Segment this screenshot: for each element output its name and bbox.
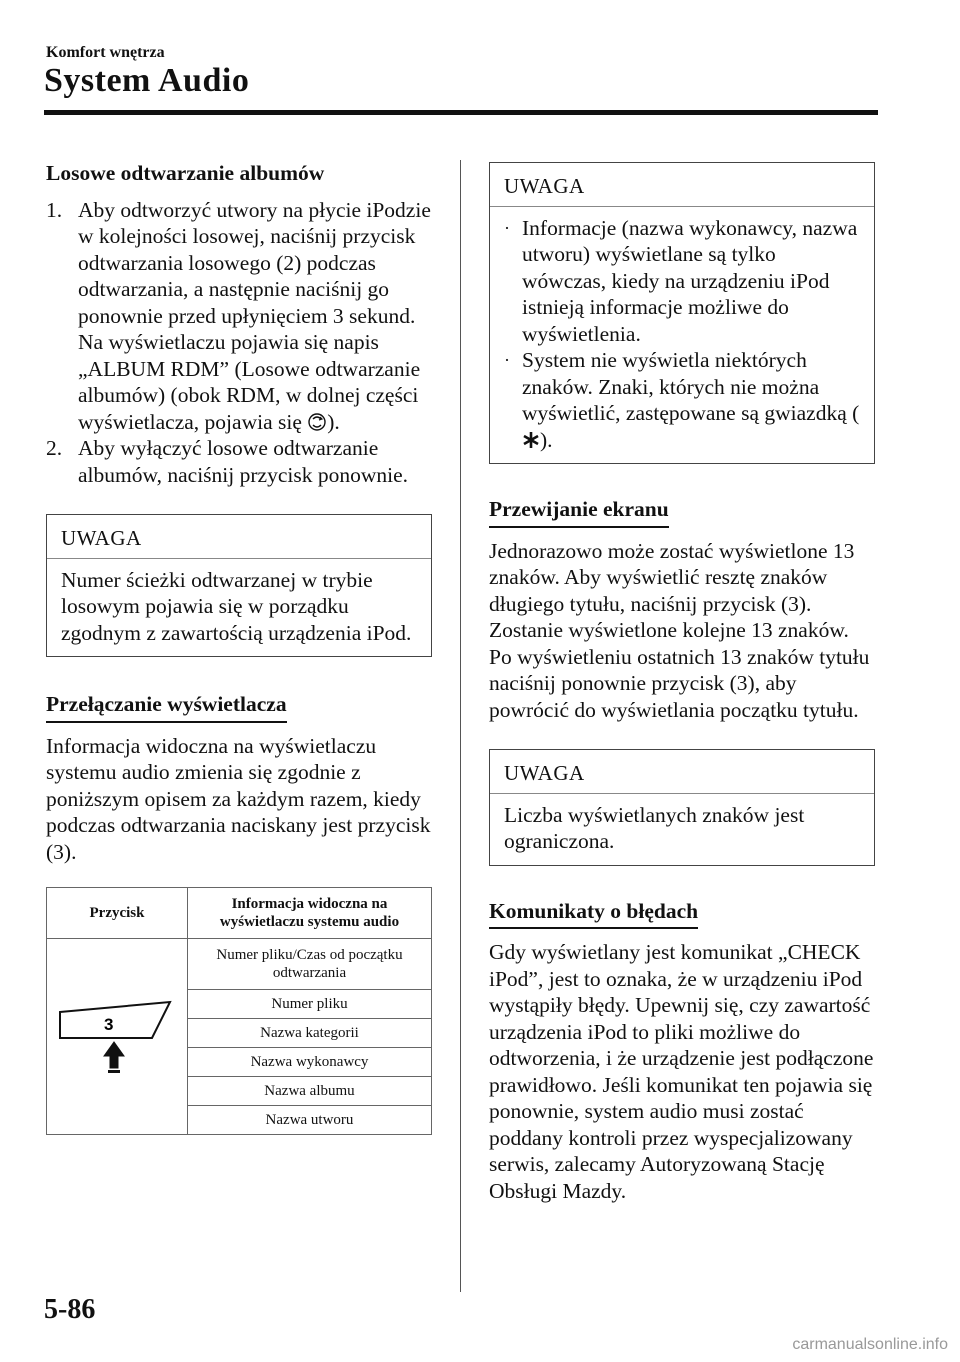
table-row: Numer pliku bbox=[188, 990, 432, 1019]
table-row: Nazwa albumu bbox=[188, 1077, 432, 1106]
section-label: Komfort wnętrza bbox=[46, 44, 165, 61]
step-2-text: Aby wyłączyć losowe odtwarzanie albumów, naciśnij przycisk ponownie. bbox=[78, 436, 408, 487]
table-row: Nazwa wykonawcy bbox=[188, 1048, 432, 1077]
button-3-label: 3 bbox=[104, 1015, 114, 1034]
table-header-button: Przycisk bbox=[47, 888, 188, 939]
column-divider bbox=[460, 160, 461, 1292]
note-2-bullet-1: · Informacje (nazwa wykonawcy, nazwa utworu) wyświetlane są tylko wówczas, kiedy na urządzeniu iPod istnieją informacje możliwe do wyświetlenia. bbox=[504, 215, 858, 346]
step-1-number: 1. bbox=[46, 197, 63, 222]
right-column bbox=[489, 162, 875, 1204]
note-3-body: Liczba wyświetlanych znaków jest ograniczona. bbox=[504, 802, 805, 853]
note-2-heading: UWAGA bbox=[490, 163, 874, 207]
random-disc-icon bbox=[307, 412, 327, 432]
table-row: Nazwa kategorii bbox=[188, 1019, 432, 1048]
table-row: Numer pliku/Czas od początku odtwarzania bbox=[188, 939, 432, 990]
step-2-number: 2. bbox=[46, 436, 63, 460]
heading-random-album: Losowe odtwarzanie albumów bbox=[46, 161, 325, 185]
header-rule bbox=[44, 110, 878, 115]
errors-paragraph: Gdy wyświetlany jest komunikat „CHECK iPod”, jest to oznaka, że w urządzeniu iPod wystąpiły błędy. Upewnij się, czy zawartość urządzenia iPod to pliki możliwe do odtworzenia, i że urządzenie jest podłączone prawidłowo. Jeśli komunikat ten pojawia się ponownie, system audio musi zostać poddany kontroli przez wyspecjalizowany serwis, zalecamy Autoryzowaną Stację Obsługi Mazdy. bbox=[489, 940, 874, 1203]
page-number: 5-86 bbox=[44, 1294, 96, 1325]
page-title: System Audio bbox=[44, 62, 250, 99]
display-table bbox=[46, 887, 432, 1135]
watermark: carmanualsonline.info bbox=[792, 1336, 948, 1353]
step-1-text: Aby odtworzyć utwory na płycie iPodzie w kolejności losowej, naciśnij przycisk odtwarzania losowego (2) podczas odtwarzania, a następnie naciśnij go ponownie przed upłynięciem 3 sekund. Na wyświetlaczu pojawia się napis „ALBUM RDM” (Losowe odtwarzanie albumów) (obok RDM, w dolnej części wyświetlacza, pojawia się bbox=[78, 197, 431, 434]
scroll-paragraph: Jednorazowo może zostać wyświetlone 13 znaków. Aby wyświetlić resztę znaków długiego tytułu, naciśnij przycisk (3). Zostanie wyświetlone kolejne 13 znaków. Po wyświetleniu ostatnich 13 znaków tytułu naciśnij ponownie przycisk (3), aby powrócić do wyświetlania początku tytułu. bbox=[489, 538, 870, 722]
note-box-3 bbox=[489, 749, 875, 866]
asterisk-icon bbox=[522, 431, 540, 449]
table-row: Nazwa utworu bbox=[188, 1106, 432, 1135]
step-1 bbox=[46, 197, 432, 436]
left-column bbox=[46, 160, 432, 1135]
button-3-illustration bbox=[52, 994, 182, 1074]
step-1-tail: ). bbox=[327, 409, 340, 434]
note-1-heading: UWAGA bbox=[47, 515, 431, 559]
note-3-heading: UWAGA bbox=[490, 750, 874, 794]
heading-scroll: Przewijanie ekranu bbox=[489, 496, 669, 528]
display-paragraph: Informacja widoczna na wyświetlaczu systemu audio zmienia się zgodnie z poniższym opisem za każdym razem, kiedy podczas odtwarzania naciskany jest przycisk (3). bbox=[46, 733, 431, 864]
button-illustration-cell bbox=[47, 939, 188, 1135]
note-2-bullet-2: · System nie wyświetla niektórych znaków. Znaki, których nie można wyświetlić, zastępowane są gwiazdką (). bbox=[504, 348, 860, 452]
heading-errors: Komunikaty o błędach bbox=[489, 898, 698, 930]
note-box-2 bbox=[489, 162, 875, 464]
note-box-1 bbox=[46, 514, 432, 657]
note-1-body: Numer ścieżki odtwarzanej w trybie losowym pojawia się w porządku zgodnym z zawartością urządzenia iPod. bbox=[61, 567, 412, 645]
table-header-info: Informacja widoczna na wyświetlaczu systemu audio bbox=[188, 888, 432, 939]
heading-display-switch: Przełączanie wyświetlacza bbox=[46, 691, 287, 723]
step-2 bbox=[46, 435, 432, 488]
